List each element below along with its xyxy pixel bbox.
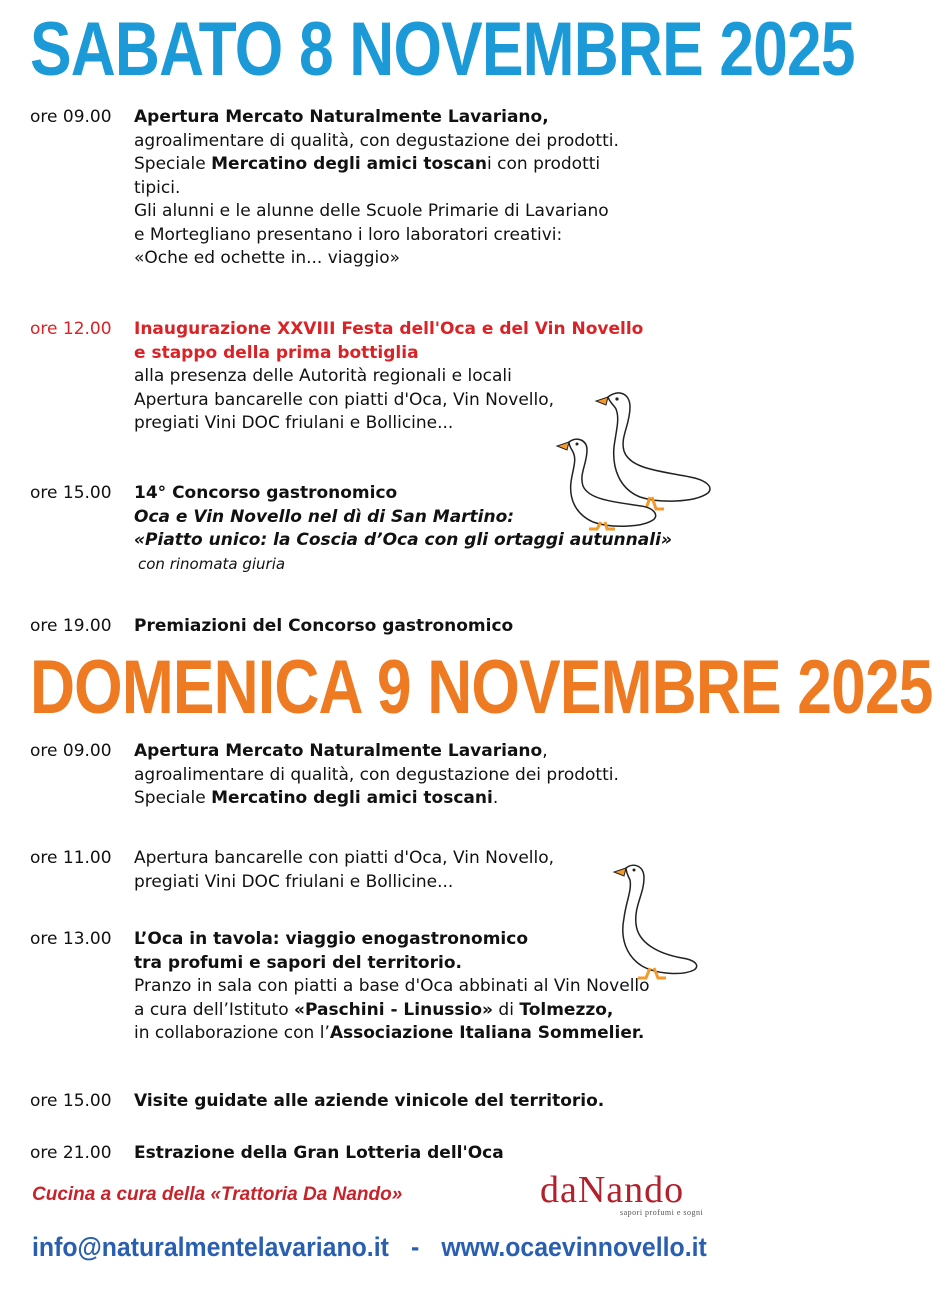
logo-tagline: sapori profumi e sogni [620, 1208, 704, 1217]
saturday-title: SABATO 8 NOVEMBRE 2025 [30, 7, 855, 92]
sun-event-1500 [30, 1090, 770, 1114]
event-text: Oca e Vin Novello nel dì di San Martino: [134, 506, 515, 527]
event-headline: Visite guidate alle aziende vinicole del territorio. [134, 1091, 605, 1111]
event-time: ore 12.00 [30, 319, 112, 339]
event-text: agroalimentare di qualità, con degustazione dei prodotti. [134, 764, 619, 785]
event-text: agroalimentare di qualità, con degustazione dei prodotti. [134, 130, 619, 151]
event-text: Gli alunni e le alunne delle Scuole Primarie di Lavariano [134, 201, 609, 221]
event-time: ore 15.00 [30, 1091, 112, 1111]
event-headline: 14° Concorso gastronomico [134, 483, 398, 503]
event-text: tipici. [134, 177, 181, 198]
event-headline: tra profumi e sapori del territorio. [134, 952, 462, 973]
event-headline: Inaugurazione XXVIII Festa dell'Oca e del Vin Novello [134, 319, 644, 339]
event-text: Speciale Mercatino degli amici toscani. [134, 788, 499, 808]
event-text: Apertura bancarelle con piatti d'Oca, Vin Novello, [134, 389, 555, 410]
event-text: a cura dell’Istituto «Paschini - Linussio» di Tolmezzo, [134, 999, 614, 1020]
event-time: ore 09.00 [30, 107, 112, 127]
contact-separator: - [410, 1232, 420, 1262]
sunday-title: DOMENICA 9 NOVEMBRE 2025 [30, 645, 933, 730]
event-text: alla presenza delle Autorità regionali e locali [134, 366, 512, 386]
goose-icon [553, 432, 663, 530]
goose-icon [612, 858, 702, 980]
event-headline: Estrazione della Gran Lotteria dell'Oca [134, 1143, 504, 1163]
event-time: ore 15.00 [30, 483, 112, 503]
event-text: «Oche ed ochette in... viaggio» [134, 248, 401, 268]
event-time: ore 19.00 [30, 616, 112, 636]
event-text: pregiati Vini DOC friulani e Bollicine... [134, 413, 454, 433]
sun-event-2100 [30, 1142, 770, 1166]
event-text: «Piatto unico: la Coscia d’Oca con gli ortaggi autunnali» [134, 530, 672, 550]
event-text: Apertura bancarelle con piatti d'Oca, Vin Novello, [134, 848, 555, 868]
event-headline: e stappo della prima bottiglia [134, 342, 419, 363]
danando-logo [540, 1170, 730, 1220]
sat-event-0900 [30, 106, 770, 271]
website-link[interactable]: www.ocaevinnovello.it [441, 1232, 707, 1262]
contacts [32, 1232, 707, 1263]
email-link[interactable]: info@naturalmentelavariano.it [32, 1232, 389, 1262]
event-text: Speciale Mercatino degli amici toscani con prodotti [134, 154, 601, 174]
event-time: ore 13.00 [30, 929, 112, 949]
cucina-credit: Cucina a cura della «Trattoria Da Nando» [32, 1184, 403, 1205]
event-headline: L’Oca in tavola: viaggio enogastronomico [134, 929, 529, 949]
event-time: ore 11.00 [30, 848, 112, 868]
event-headline: Premiazioni del Concorso gastronomico [134, 616, 514, 636]
sat-event-1900 [30, 615, 770, 639]
event-time: ore 09.00 [30, 741, 112, 761]
event-text: pregiati Vini DOC friulani e Bollicine... [134, 871, 454, 892]
event-headline: Apertura Mercato Naturalmente Lavariano, [134, 741, 548, 761]
event-text: in collaborazione con l’Associazione Italiana Sommelier. [134, 1023, 645, 1043]
event-text: e Mortegliano presentano i loro laboratori creativi: [134, 224, 563, 245]
event-text: con rinomata giuria [138, 554, 286, 573]
event-headline: Apertura Mercato Naturalmente Lavariano, [134, 107, 549, 127]
logo-text: daNando [540, 1169, 685, 1211]
sun-event-0900 [30, 740, 770, 811]
event-time: ore 21.00 [30, 1143, 112, 1163]
event-text: Pranzo in sala con piatti a base d'Oca abbinati al Vin Novello [134, 976, 650, 996]
